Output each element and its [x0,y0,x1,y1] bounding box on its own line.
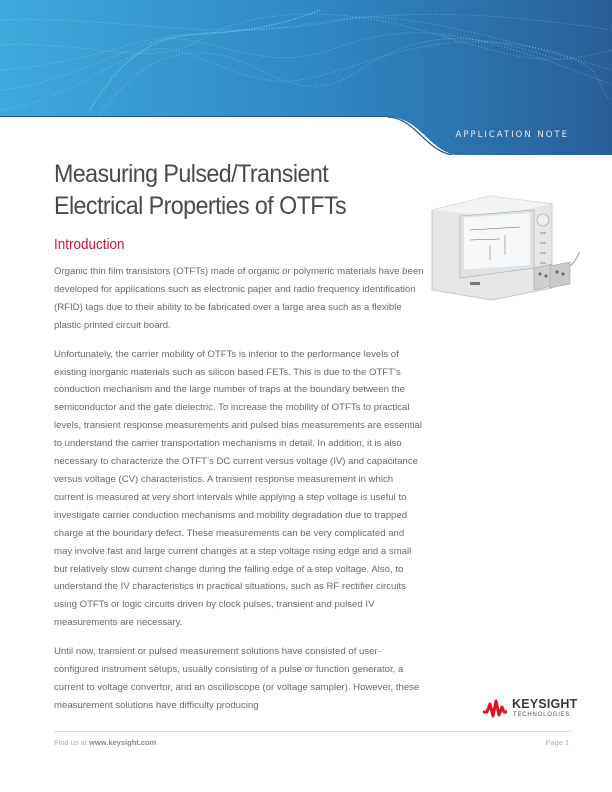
footer-prefix: Find us at [54,738,90,747]
keysight-wave-icon [482,698,508,720]
document-type-label: APPLICATION NOTE [455,130,569,140]
title-line-2: Electrical Properties of OTFTs [54,192,347,220]
section-heading: Introduction [54,236,125,253]
page-number: Page 1 [545,738,569,747]
paragraph: Until now, transient or pulsed measurement solutions have consisted of user-configured instrument setups, usually consisting of a pulse or function generator, a current to voltage convertor, and an oscilloscope (or voltage sampler). However, these measurement solutions have difficulty producing [54,646,420,711]
logo-subtitle: TECHNOLOGIES [513,712,571,718]
keysight-logo [482,696,582,726]
footer-url-link[interactable]: www.keysight.com [89,738,157,747]
footer-find-us [54,738,156,747]
title-line-1: Measuring Pulsed/Transient [54,160,329,188]
page-title [54,158,389,222]
logo-wordmark: KEYSIGHT [512,697,578,711]
body-text [54,263,424,726]
product-image [430,190,580,310]
paragraph: Organic thin film transistors (OTFTs) made of organic or polymeric materials have been developed for applications such as electronic paper and radio frequency identification (RFID) tags due to their ability to be fabricated over a large area such as a flexible plastic printed circuit board. [54,266,424,331]
paragraph: Unfortunately, the carrier mobility of OTFTs is inferior to the performance levels of existing inorganic materials such as silicon based FETs. This is due to the OTFT’s conduction mechanism and the large number of traps at the boundary between the semiconductor and the gate dielectric. To increase the mobility of OTFTs to practical levels, transient response measurements and pulsed bias measurements are essential to understand the carrier transportation mechanisms in detail. In addition, it is also necessary to characterize the OTFT’s DC current versus voltage (IV) and capacitance versus voltage (CV) characteristics. A transient response measurement in which current is measured at very short intervals while applying a step voltage is useful to investigate carrier conduction mechanisms and mobility degradation due to trapped charge at the boundary defect. These measurements can be very complicated and may involve fast and large current changes at a step voltage rising edge and a small but relatively slow current change during the falling edge of a step voltage. Also, to understand the IV characteristics in practical situations, such as RF rectifier circuits using OTFTs or logic circuits driven by clock pulses, transient and pulsed IV measurements are necessary. [54,348,422,629]
footer-divider [54,731,572,732]
